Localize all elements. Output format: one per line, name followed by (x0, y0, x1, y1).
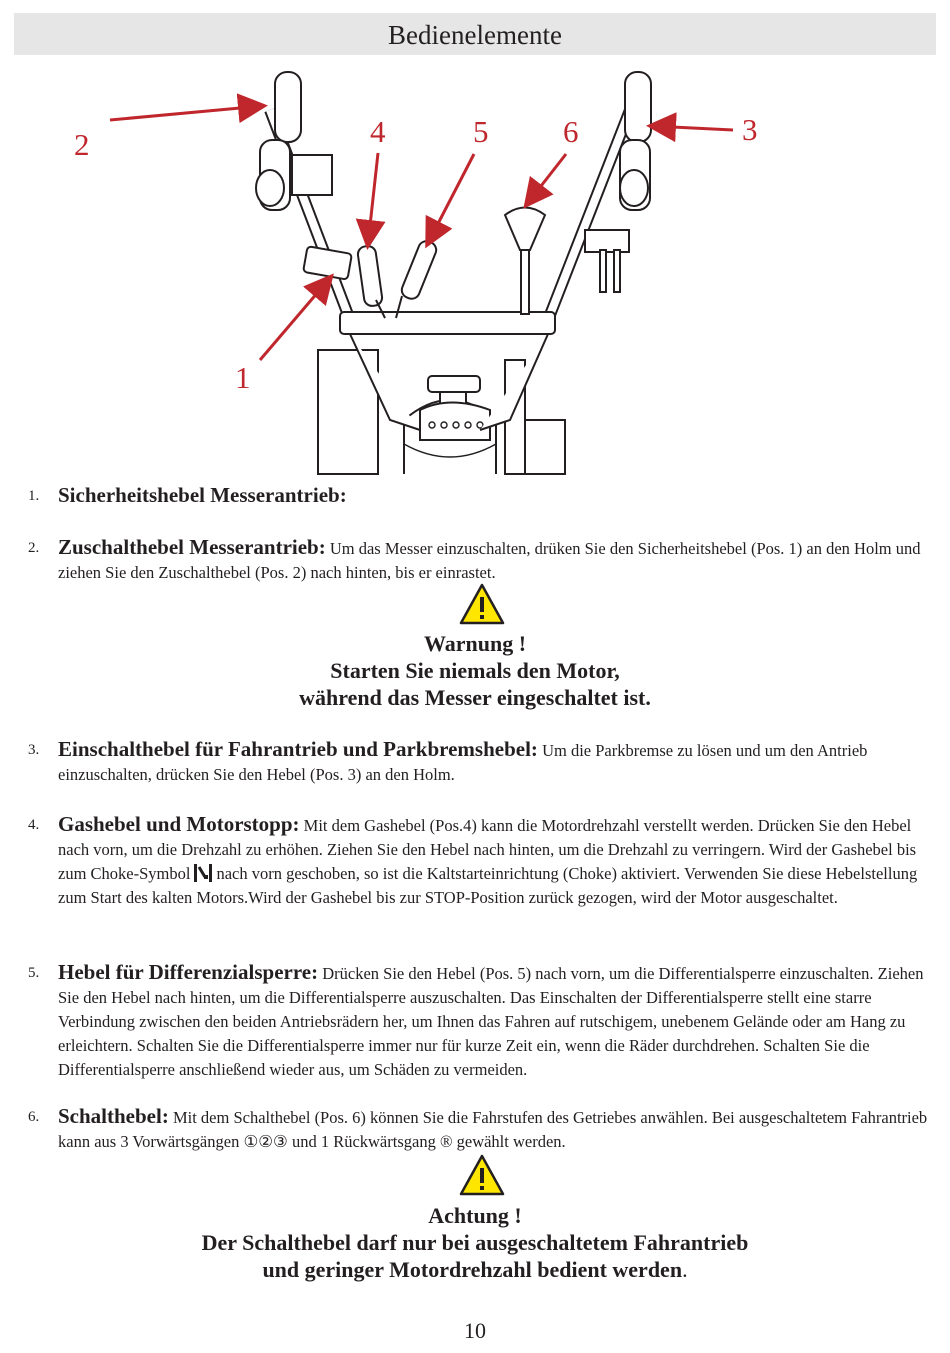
item-text: Um die Parkbremse zu lösen und um den Antrieb einzuschalten, drücken Sie den Hebel (Pos. 3) an den Holm. (58, 741, 868, 784)
caution-line: Der Schalthebel darf nur bei ausgeschaltetem Fahrantrieb (201, 1230, 749, 1255)
warning-icon (459, 583, 505, 625)
item-number: 3. (28, 742, 40, 758)
right-grip (585, 72, 651, 292)
controls-illustration (0, 60, 950, 480)
choke-icon (193, 863, 213, 883)
page-title: Bedienelemente (14, 13, 936, 55)
list-item (28, 812, 940, 910)
caution-text (0, 1202, 950, 1283)
warning-title: Warnung ! (423, 631, 527, 656)
item-text: Drücken Sie den Hebel (Pos. 5) nach vorn, um die Differentialsperre einzuschalten. Ziehen Sie den Hebel nach hinten, um die Differentialsperre auszuschalten. Das Einschalten der Differentialsperre stellt eine starre Verbindung zwischen den beiden Antriebsrädern her, um Ihnen das Fahren auf rutschigem, unebenem Gelände oder am Hang zu erleichtern. Schalten Sie die Differentialsperre immer nur für kurze Zeit ein, wenn die Räder durchdrehen. Schalten Sie die Differentialsperre anschließend wieder aus, um Schäden zu vermeiden. (58, 964, 924, 1079)
list-item (28, 535, 940, 585)
item-number: 2. (28, 540, 40, 556)
item-number: 1. (28, 488, 40, 504)
differential-lever (396, 239, 439, 318)
item-heading: Gashebel und Motorstopp: (58, 812, 300, 836)
callout-6: 6 (563, 114, 579, 149)
throttle-lever (357, 245, 385, 318)
list-item (28, 483, 940, 509)
left-grip (256, 72, 352, 280)
item-text: nach vorn geschoben, so ist die Kaltstarteinrichtung (Choke) aktiviert. Verwenden Sie diese Hebelstellung zum Start des kalten Motors.Wird der Gashebel bis zur STOP-Position zurück gezogen, wird der Motor ausgeschaltet. (58, 864, 918, 907)
item-text: Mit dem Gashebel (Pos.4) kann die Motordrehzahl verstellt werden. Drücken Sie den Hebel nach vorn, um die Drehzahl zu erhöhen. Ziehen Sie den Hebel nach hinten, um die Drehzahl zu verringern. Wird der Gashebel bis zum Choke-Symbol (58, 816, 917, 883)
item-heading: Einschalthebel für Fahrantrieb und Parkbremshebel: (58, 737, 538, 761)
callout-4: 4 (370, 114, 386, 149)
caution-line-text: und geringer Motordrehzahl bedient werden (262, 1257, 683, 1282)
warning-text (0, 630, 950, 711)
callout-5: 5 (473, 114, 489, 149)
callout-2: 2 (74, 127, 90, 162)
page-number: 10 (464, 1318, 486, 1343)
item-number: 5. (28, 965, 40, 981)
gear-lever (505, 208, 545, 315)
list-item (28, 737, 940, 787)
callout-3: 3 (742, 112, 758, 147)
warning-icon (459, 1154, 505, 1196)
item-heading: Zuschalthebel Messerantrieb: (58, 535, 326, 559)
list-item (28, 1104, 940, 1154)
warning-line: Starten Sie niemals den Motor, (330, 658, 620, 683)
item-heading: Sicherheitshebel Messerantrieb: (58, 483, 347, 507)
caution-line (0, 1256, 950, 1283)
item-heading: Schalthebel: (58, 1104, 169, 1128)
item-number: 4. (28, 817, 40, 833)
caution-period: . (682, 1257, 688, 1282)
list-item (28, 960, 940, 1082)
item-text: Mit dem Schalthebel (Pos. 6) können Sie die Fahrstufen des Getriebes anwählen. Bei ausgeschaltetem Fahrantrieb kann aus 3 Vorwärtsgängen ①②③ und 1 Rückwärtsgang ® gewählt werden. (58, 1108, 928, 1151)
item-number: 6. (28, 1109, 40, 1125)
item-heading: Hebel für Differenzialsperre: (58, 960, 319, 984)
warning-line: während das Messer eingeschaltet ist. (299, 685, 651, 710)
caution-title: Achtung ! (428, 1203, 522, 1228)
callout-1: 1 (235, 360, 251, 395)
item-text: Um das Messer einzuschalten, drüken Sie den Sicherheitshebel (Pos. 1) an den Holm und ziehen Sie den Zuschalthebel (Pos. 2) nach hinten, bis er einrastet. (58, 539, 921, 582)
